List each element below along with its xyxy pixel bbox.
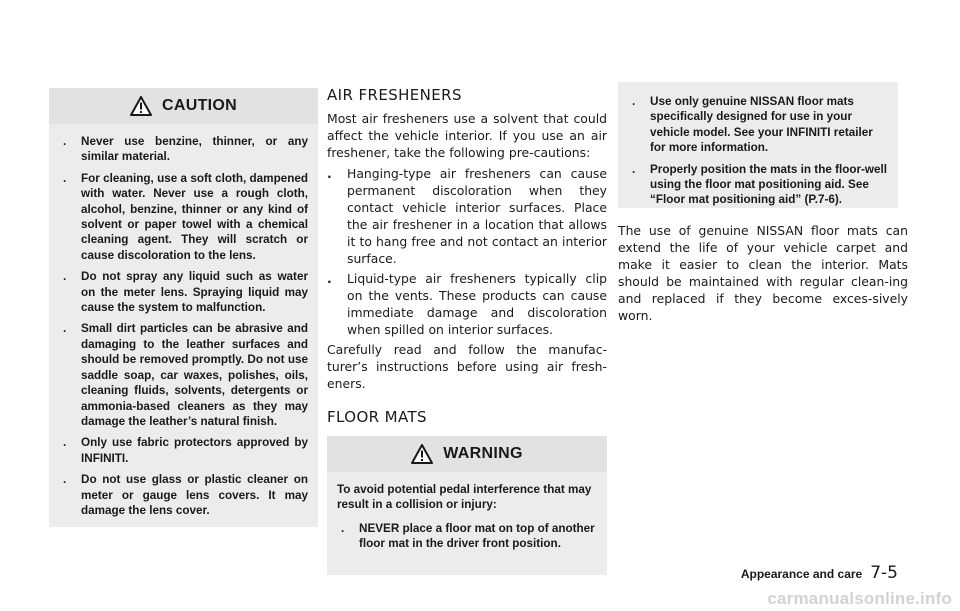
page-number: 7-5: [870, 563, 898, 583]
air-freshener-item: . Liquid-type air fresheners typically clip on the vents. These products can cause immediate damage and discoloration when spilled on interior surfaces.: [327, 271, 607, 337]
air-fresheners-list: [327, 165, 607, 338]
floor-mats-body: The use of genuine NISSAN floor mats can extend the life of your vehicle carpet and make it easier to clean the interior. Mats should be maintained with regular clean-ing and replaced if they become exces-sively worn.: [618, 223, 908, 323]
warning-list-continued: [628, 94, 888, 208]
air-freshener-item: . Hanging-type air fresheners can cause permanent discoloration when they contact vehicle interior surfaces. Place the air freshener in a location that allows it to hang free and not contact an interior surface.: [327, 166, 607, 266]
warning-title: WARNING: [443, 445, 523, 462]
air-fresheners-heading: AIR FRESHENERS: [327, 86, 462, 104]
watermark: carmanualsonline.info: [767, 589, 952, 608]
caution-box: [49, 88, 318, 527]
caution-item: . Small dirt particles can be abrasive and damaging to the leather surfaces and should be removed promptly. Do not use saddle soap, car waxes, polishes, oils, cleaning fluids, solvents, detergents or ammonia-based cleaners as they may damage the leather’s natural finish.: [63, 322, 308, 428]
warning-intro: To avoid potential pedal interference that may result in a collision or injury:: [337, 483, 592, 512]
air-fresheners-outro: Carefully read and follow the manufac-turer’s instructions before using air fresh-eners.: [327, 342, 607, 391]
warning-item: . NEVER place a floor mat on top of another floor mat in the driver front position.: [341, 521, 595, 551]
air-fresheners-intro: Most air fresheners use a solvent that could affect the vehicle interior. If you use an air freshener, take the following pre-cautions:: [327, 111, 607, 160]
warning-triangle-icon: [411, 444, 433, 464]
caution-item: . Do not spray any liquid such as water on the meter lens. Spraying liquid may cause the system to malfunction.: [63, 270, 308, 315]
warning-list: [337, 521, 597, 552]
warning-header: [327, 436, 607, 472]
caution-list: [59, 134, 308, 518]
middle-column: [327, 86, 607, 575]
caution-title: CAUTION: [162, 97, 237, 114]
warning-box-continued: [618, 82, 898, 208]
section-name: Appearance and care: [740, 567, 863, 581]
warning-box: [327, 436, 607, 575]
caution-item: . Only use fabric protectors approved by INFINITI.: [63, 436, 308, 465]
caution-item: . Do not use glass or plastic cleaner on meter or gauge lens covers. It may damage the lens cover.: [63, 473, 308, 517]
caution-item: . For cleaning, use a soft cloth, dampened with water. Never use a rough cloth, alcohol, benzine, thinner or any kind of solvent or paper towel with a chemical cleaning agent. They will scratch or cause discoloration to the lens.: [63, 171, 308, 262]
page-footer: [741, 563, 898, 583]
warning-item: . Use only genuine NISSAN floor mats specifically designed for use in your vehicle model. See your INFINITI retailer for more information.: [632, 95, 873, 155]
warning-triangle-icon: [130, 96, 152, 116]
caution-header: [49, 88, 318, 124]
caution-item: . Never use benzine, thinner, or any similar material.: [63, 135, 308, 164]
floor-mats-heading: FLOOR MATS: [327, 408, 427, 426]
warning-item: . Properly position the mats in the floor-well using the floor mat positioning aid. See “Floor mat positioning aid” (P.7-6).: [632, 162, 888, 207]
right-column: [618, 82, 908, 324]
